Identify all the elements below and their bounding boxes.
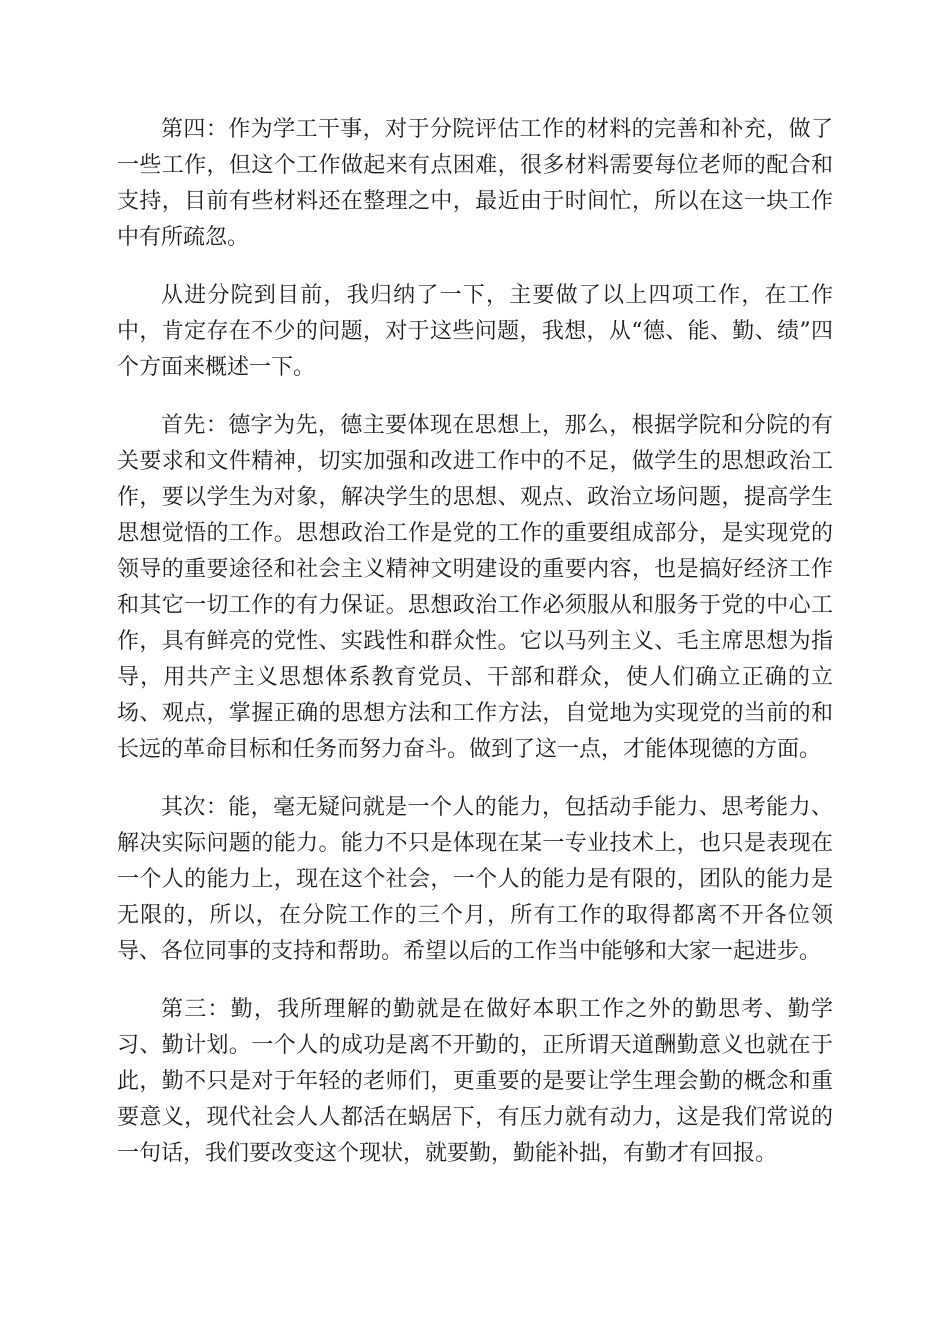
paragraph-virtue: 首先：德字为先，德主要体现在思想上，那么，根据学院和分院的有关要求和文件精神，切实加强和改进工作中的不足，做学生的思想政治工作，要以学生为对象，解决学生的思想、观点、政治立场问题，提高学生思想觉悟的工作。思想政治工作是党的工作的重要组成部分，是实现党的领导的重要途径和社会主义精神文明建设的重要内容，也是搞好经济工作和其它一切工作的有力保证。思想政治工作必须服从和服务于党的中心工作，具有鲜亮的党性、实践性和群众性。它以马列主义、毛主席思想为指导，用共产主义思想体系教育党员、干部和群众，使人们确立正确的立场、观点，掌握正确的思想方法和工作方法，自觉地为实现党的当前的和长远的革命目标和任务而努力奋斗。做到了这一点，才能体现德的方面。 — [117, 413, 833, 762]
paragraph-diligence: 第三：勤，我所理解的勤就是在做好本职工作之外的勤思考、勤学习、勤计划。一个人的成功是离不开勤的，正所谓天道酬勤意义也就在于此，勤不只是对于年轻的老师们，更重要的是要让学生理会勤的概念和重要意义，现代社会人人都活在蜗居下，有压力就有动力，这是我们常说的一句话，我们要改变这个现状，就要勤，勤能补拙，有勤才有回报。 — [117, 997, 833, 1166]
document-body — [117, 112, 833, 1194]
paragraph-ability: 其次：能，毫无疑问就是一个人的能力，包括动手能力、思考能力、解决实际问题的能力。能力不只是体现在某一专业技术上，也只是表现在一个人的能力上，现在这个社会，一个人的能力是有限的，团队的能力是无限的，所以，在分院工作的三个月，所有工作的取得都离不开各位领导、各位同事的支持和帮助。希望以后的工作当中能够和大家一起进步。 — [117, 795, 833, 964]
paragraph-summary: 从进分院到目前，我归纳了一下，主要做了以上四项工作，在工作中，肯定存在不少的问题，对于这些问题，我想，从“德、能、勤、绩”四个方面来概述一下。 — [117, 283, 833, 380]
paragraph-fourth-point: 第四：作为学工干事，对于分院评估工作的材料的完善和补充，做了一些工作，但这个工作做起来有点困难，很多材料需要每位老师的配合和支持，目前有些材料还在整理之中，最近由于时间忙，所以在这一块工作中有所疏忽。 — [117, 117, 833, 250]
